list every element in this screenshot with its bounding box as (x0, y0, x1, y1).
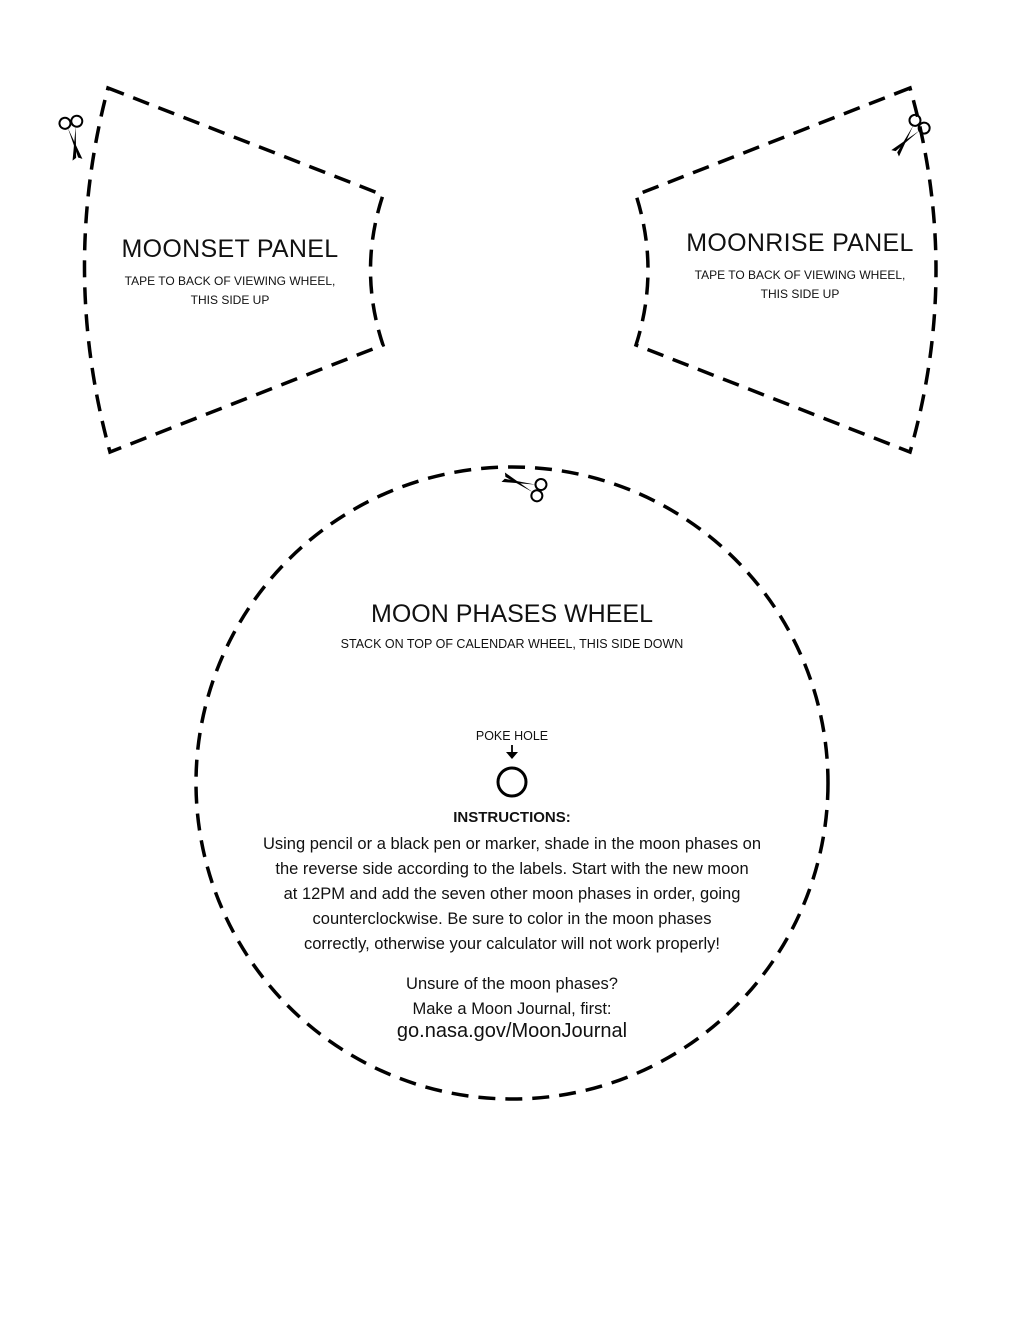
moonset-panel-cut-line (84, 88, 383, 452)
wheel-title: MOON PHASES WHEEL (371, 600, 653, 628)
moonrise-panel-instruction-line2: THIS SIDE UP (760, 287, 840, 301)
scissors-icon (59, 115, 89, 162)
moonset-panel-instruction-line2: THIS SIDE UP (190, 293, 270, 307)
instructions-line: at 12PM and add the seven other moon phases in order, going (283, 885, 741, 903)
instructions-line: correctly, otherwise your calculator will not work properly! (303, 935, 720, 953)
moon-journal-question: Unsure of the moon phases? (406, 975, 618, 993)
instructions-line: counterclockwise. Be sure to color in the moon phases (312, 910, 712, 928)
moonrise-panel-title: MOONRISE PANEL (686, 229, 914, 257)
instructions-line: Using pencil or a black pen or marker, shade in the moon phases on (262, 835, 762, 853)
moon-journal-prompt: Make a Moon Journal, first: (412, 1000, 612, 1018)
instructions-heading: INSTRUCTIONS: (453, 809, 571, 826)
instructions-line: the reverse side according to the labels. Start with the new moon (275, 860, 749, 878)
moonset-panel-title: MOONSET PANEL (121, 235, 339, 263)
scissors-icon (499, 466, 548, 502)
poke-hole-label: POKE HOLE (475, 729, 549, 743)
arrow-down-icon (506, 745, 518, 759)
poke-hole-circle-icon[interactable] (498, 768, 526, 796)
moonrise-panel-instruction-line1: TAPE TO BACK OF VIEWING WHEEL, (694, 268, 906, 282)
moon-journal-link[interactable]: go.nasa.gov/MoonJournal (396, 1020, 628, 1042)
wheel-subtitle: STACK ON TOP OF CALENDAR WHEEL, THIS SIDE DOWN (340, 637, 684, 651)
moonset-panel-instruction-line1: TAPE TO BACK OF VIEWING WHEEL, (124, 274, 336, 288)
